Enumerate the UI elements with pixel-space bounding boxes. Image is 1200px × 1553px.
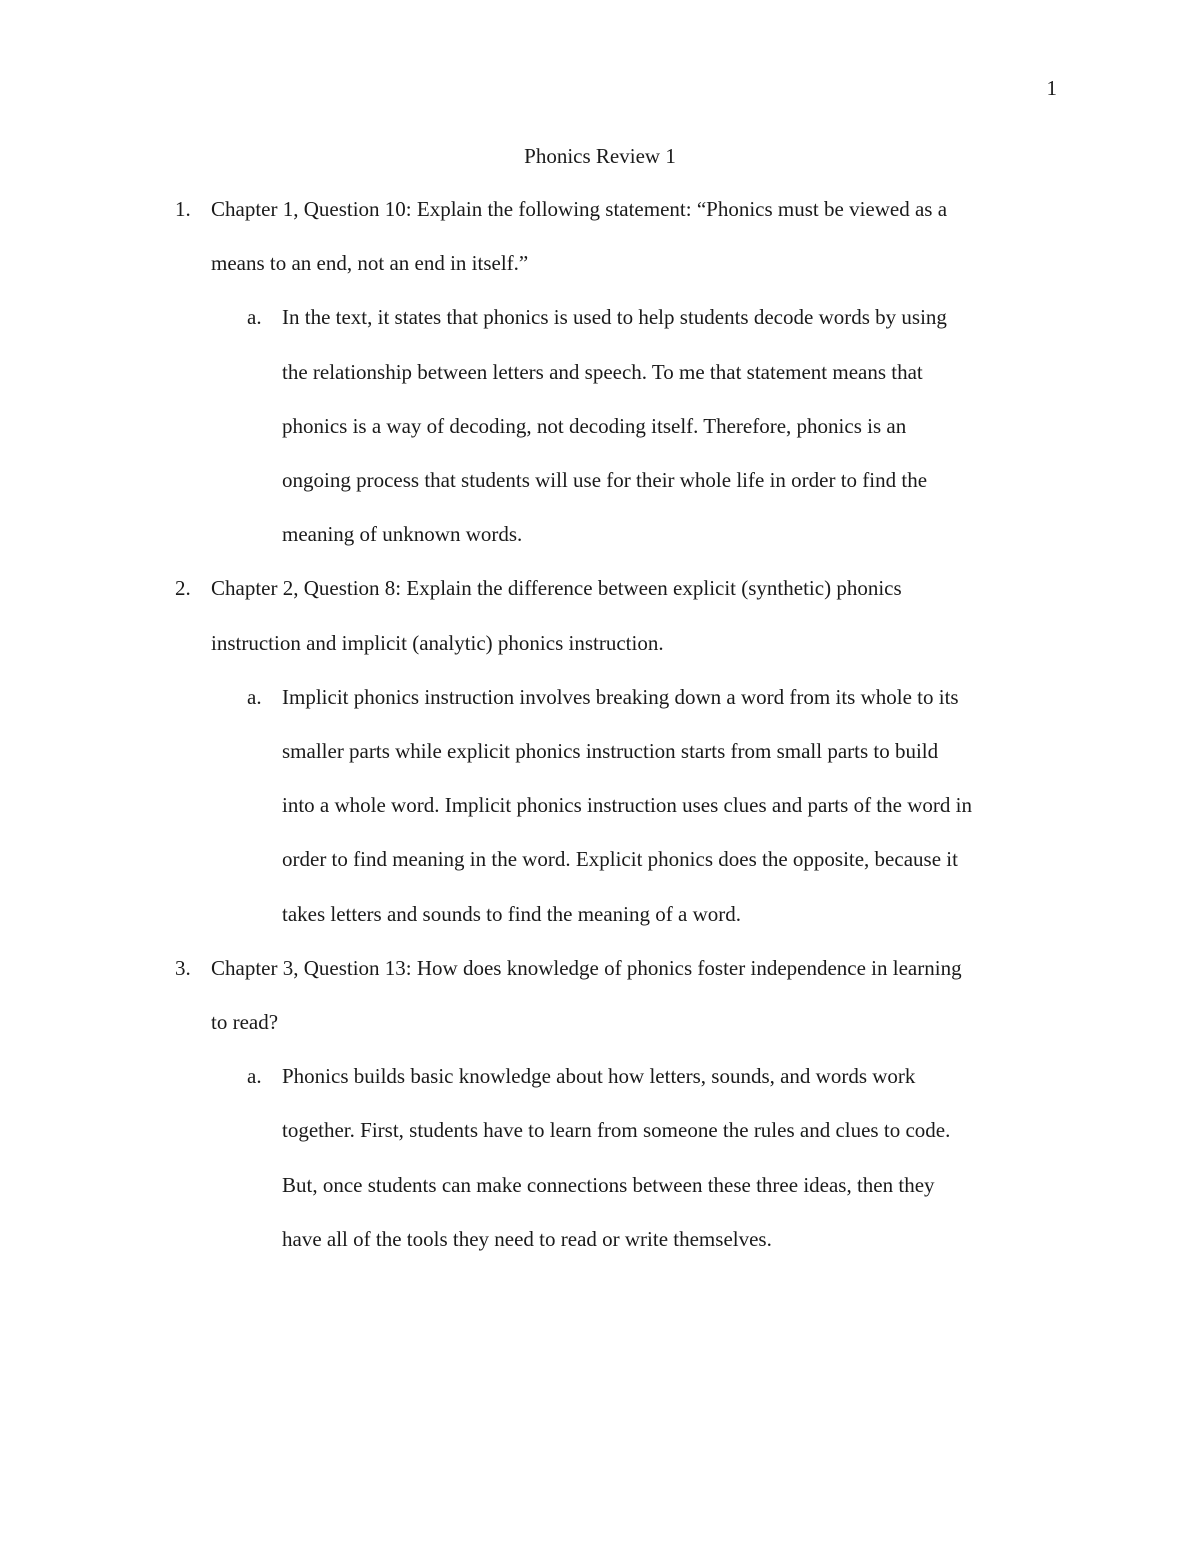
question-text-line: Chapter 2, Question 8: Explain the difference between explicit (synthetic) phonics [211,576,902,601]
question-number: 2. [175,576,191,601]
question-item [175,561,1061,669]
answer-text-line: have all of the tools they need to read or write themselves. [282,1226,772,1251]
question-item [175,941,1061,1049]
answer-text-line: In the text, it states that phonics is used to help students decode words by using [282,305,947,330]
question-item [175,182,1061,290]
answer-text-line: smaller parts while explicit phonics instruction starts from small parts to build [282,739,939,764]
answer-letter: a. [247,684,262,709]
question-text-line: means to an end, not an end in itself.” [211,251,529,276]
answer-text-line: takes letters and sounds to find the meaning of a word. [282,901,741,926]
answer-text-line: phonics is a way of decoding, not decoding itself. Therefore, phonics is an [282,413,907,438]
answer-item [247,670,1062,941]
question-list [0,182,1200,1266]
answer-item [247,290,1062,561]
question-text-line: to read? [211,1010,279,1035]
answer-text-line: meaning of unknown words. [282,522,523,547]
answer-letter: a. [247,1064,262,1089]
answer-item [247,1049,1062,1266]
answer-text-line: Implicit phonics instruction involves breaking down a word from its whole to its [282,684,959,709]
answer-text-line: together. First, students have to learn from someone the rules and clues to code. [282,1118,951,1143]
answer-letter: a. [247,305,262,330]
question-text-line: Chapter 3, Question 13: How does knowledge of phonics foster independence in learning [211,955,962,980]
question-text-line: Chapter 1, Question 10: Explain the following statement: “Phonics must be viewed as a [211,197,948,221]
question-number: 3. [175,955,191,980]
question-text-line: instruction and implicit (analytic) phonics instruction. [211,630,664,655]
answer-text-line: order to find meaning in the word. Explicit phonics does the opposite, because it [282,847,958,872]
answer-text-line: into a whole word. Implicit phonics instruction uses clues and parts of the word in [282,793,972,818]
answer-text-line: Phonics builds basic knowledge about how letters, sounds, and words work [282,1064,916,1089]
answer-text-line: ongoing process that students will use for their whole life in order to find the [282,468,928,493]
document-title: Phonics Review 1 [524,144,676,168]
question-number: 1. [175,197,191,221]
answer-text-line: But, once students can make connections between these three ideas, then they [282,1172,935,1197]
answer-text-line: the relationship between letters and speech. To me that statement means that [282,359,923,384]
page-number: 1 [1046,76,1057,100]
